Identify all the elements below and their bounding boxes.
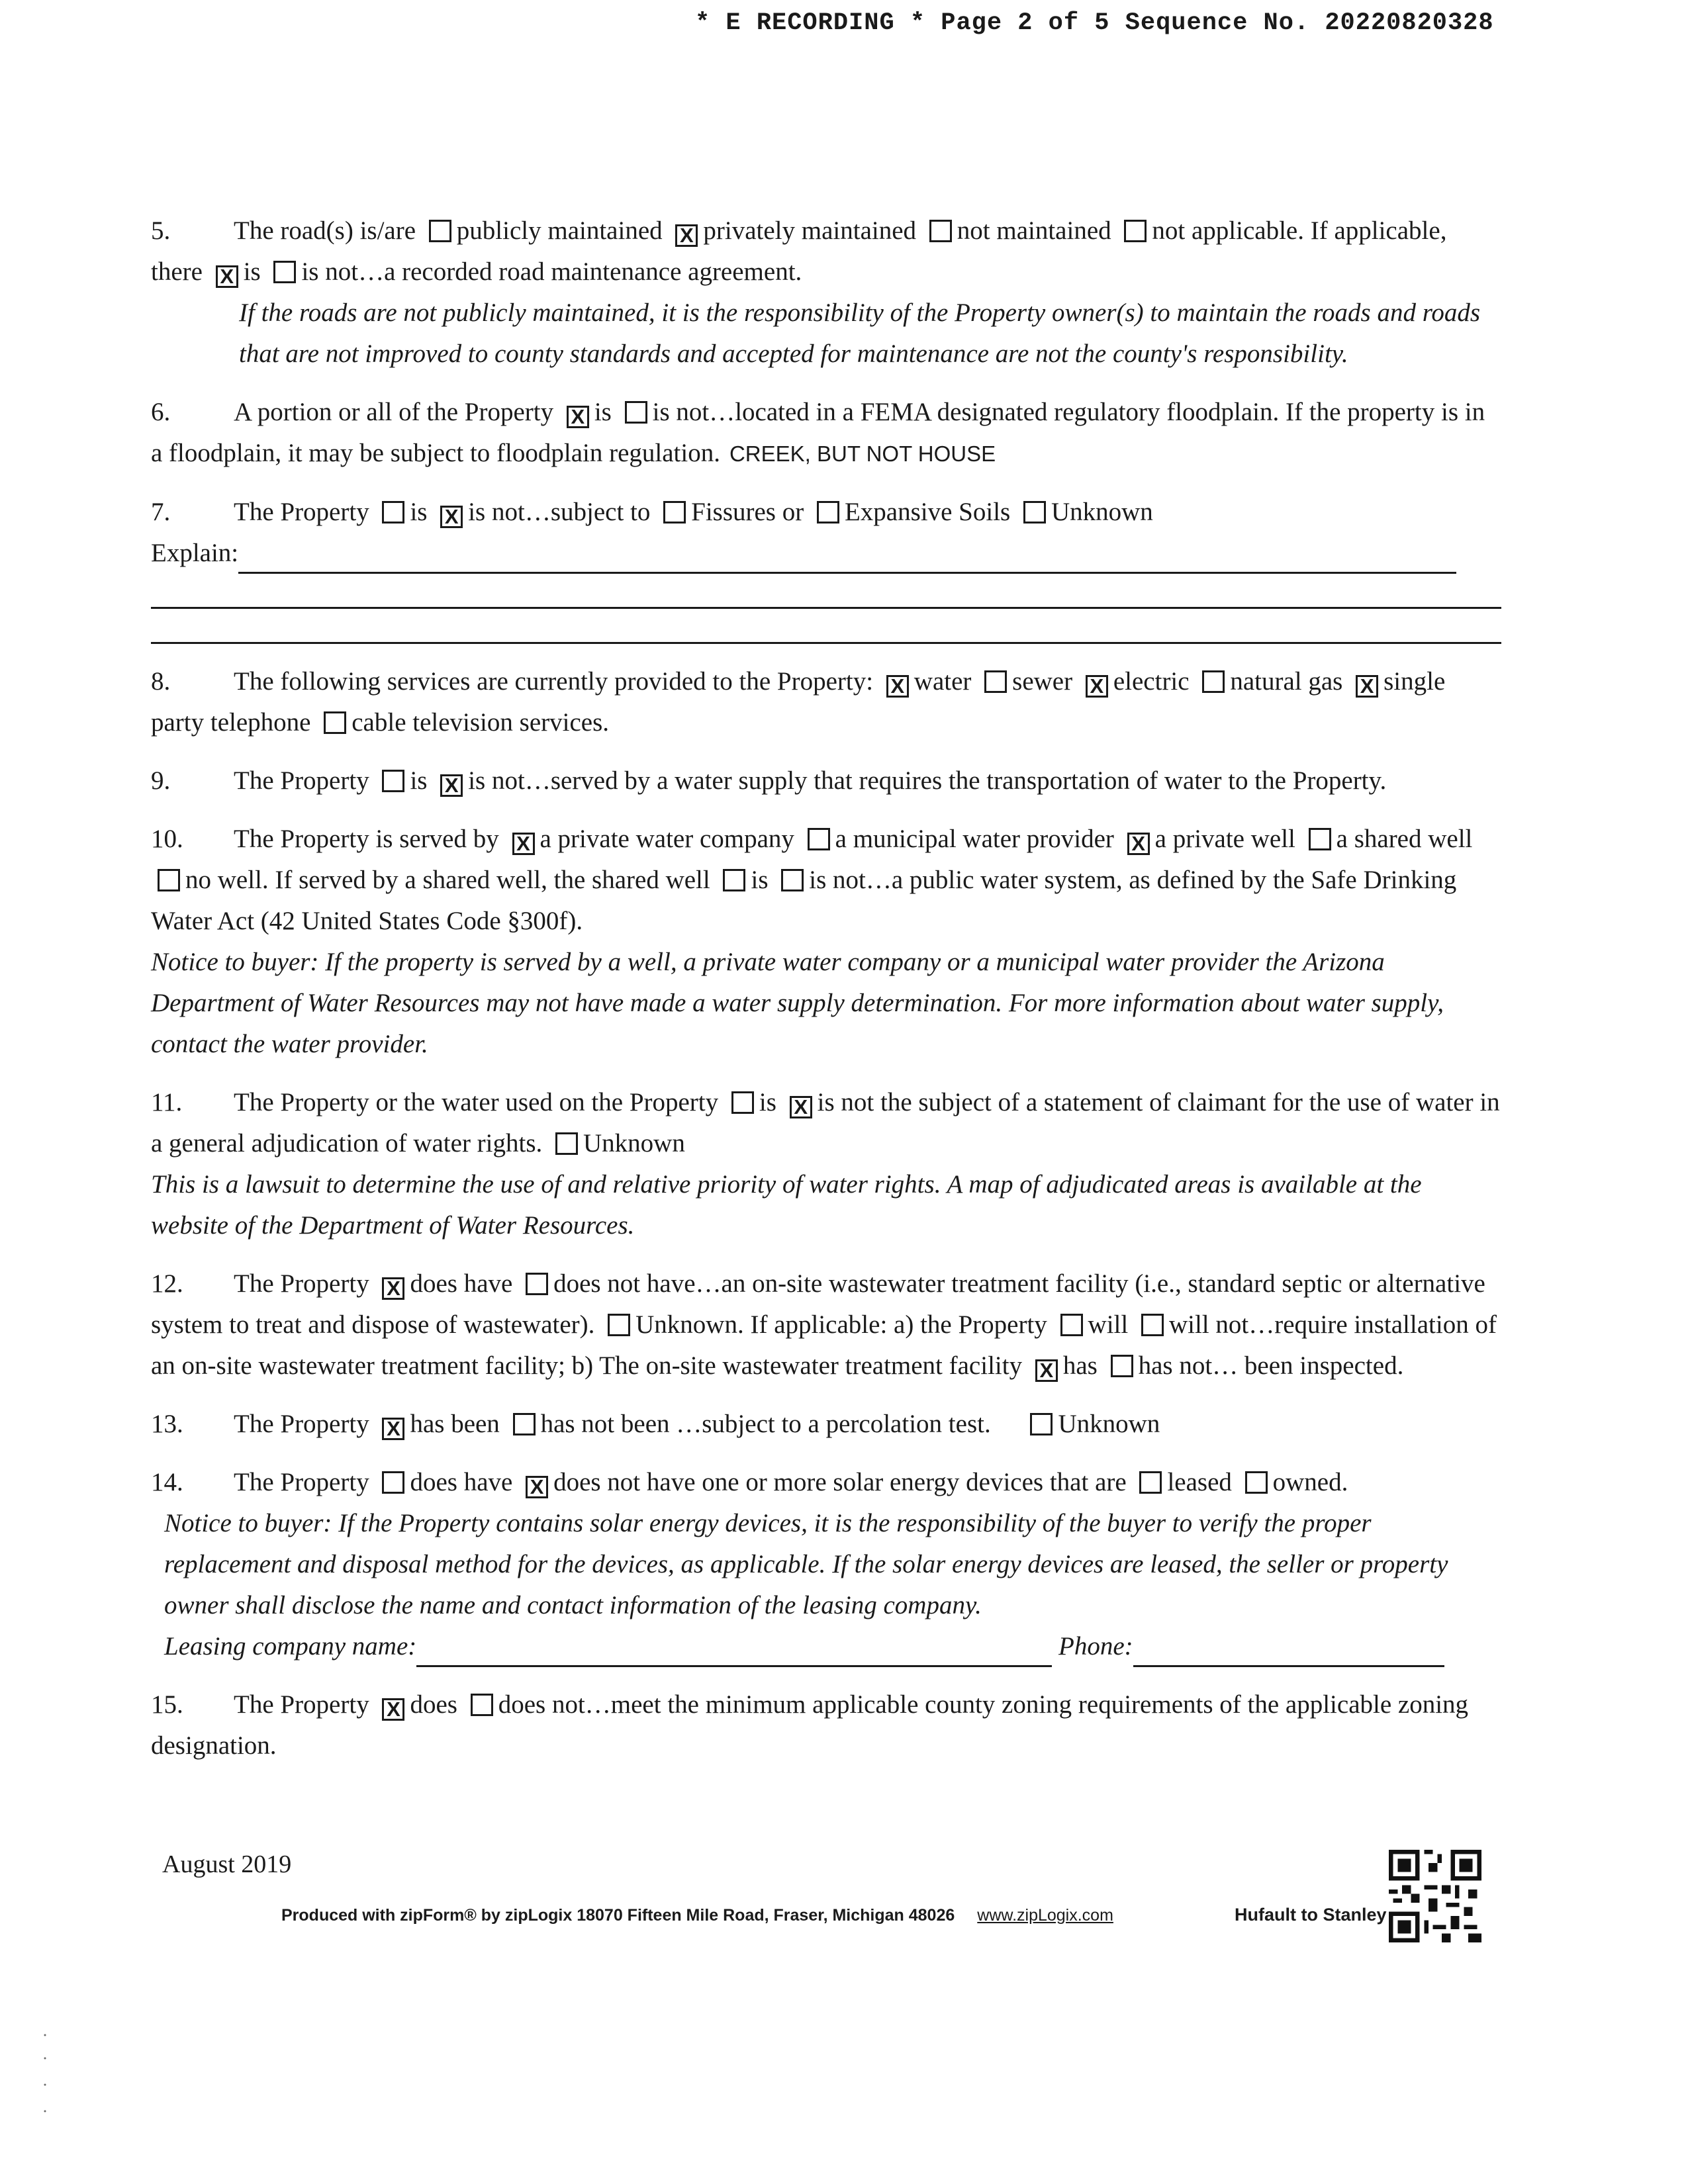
option-label: has been [410,1410,500,1438]
option-label: a private well [1154,825,1295,853]
item-14 [151,1462,1501,1667]
option-label: Unknown [1051,498,1153,526]
option-label: Unknown. If applicable: a) the Property [635,1310,1047,1339]
item-10 [151,819,1501,1065]
option-label: is not…located in a FEMA designated regulatory floodplain. [652,398,1280,426]
disclosure-body [151,210,1501,1784]
option-label: is [410,498,428,526]
explain-label: Explain: [151,539,239,567]
option-label: leased [1167,1468,1232,1496]
checkbox[interactable] [429,220,451,242]
option-label: does not…meet the minimum applicable county zoning requirements of the applicable zoning designation. [151,1690,1469,1760]
item-number: 7. [151,498,171,526]
checkbox[interactable] [324,711,346,734]
checkbox[interactable] [158,869,180,891]
explain-line[interactable] [151,574,1501,609]
item-13 [151,1404,1501,1445]
item-text: applicable. If applicable, there [151,216,1447,286]
item-note: If the roads are not publicly maintained, it is the responsibility of the Property owner(s) to maintain the roads and roads that are not improved to county standards and accepted for maintenance are not the county's responsibility. [239,298,1481,368]
option-label: does have [410,1269,513,1298]
scan-artifact-dots [44,2032,46,2151]
item-7 [151,492,1501,644]
checkbox[interactable] [382,1471,404,1494]
item-number: 8. [151,667,171,696]
item-12 [151,1263,1501,1387]
checkbox[interactable]: X [1356,675,1378,698]
option-label: is [410,766,428,795]
checkbox[interactable]: X [440,774,463,797]
item-text: The Property [234,1269,369,1298]
checkbox[interactable] [513,1413,536,1435]
option-label: natural [1230,667,1302,696]
option-label: does not have…an on-site wastewater treatment facility (i.e., standard septic or alternative system to treat and dispose of wastewater). [151,1269,1485,1339]
option-label: electric [1113,667,1190,696]
item-number: 12. [151,1269,183,1298]
option-label: a private water company [539,825,794,853]
item-text: The road(s) is/are [234,216,416,245]
leasing-label: Leasing company name: [164,1632,417,1661]
option-label: has [1062,1351,1098,1380]
item-number: 5. [151,216,171,245]
checkbox[interactable]: X [526,1476,548,1498]
form-date: August 2019 [162,1850,292,1878]
checkbox[interactable] [273,261,296,283]
checkbox[interactable] [1111,1355,1133,1377]
checkbox[interactable] [382,501,404,523]
checkbox[interactable] [1023,501,1046,523]
checkbox[interactable]: X [567,406,589,428]
option-label: not [1152,216,1186,245]
item-11 [151,1082,1501,1246]
option-label: a municipal water provider [835,825,1114,853]
item-text: A portion or all of the Property [234,398,554,426]
item-text: The Property [234,766,369,795]
checkbox[interactable] [608,1314,630,1336]
option-label: does not have one or more solar energy devices that are [553,1468,1127,1496]
item-text: The Property [234,498,369,526]
checkbox[interactable] [723,869,745,891]
checkbox[interactable] [1202,670,1225,693]
checkbox[interactable] [1030,1413,1053,1435]
option-label: a shared well [1336,825,1473,853]
checkbox[interactable]: X [512,833,535,855]
item-text: If the property is in a floodplain, it may be subject to floodplain regulation. [151,398,1485,467]
checkbox[interactable] [808,828,830,850]
checkbox[interactable] [1124,220,1147,242]
checkbox[interactable] [1245,1471,1268,1494]
item-number: 6. [151,398,171,426]
option-label: does [410,1690,457,1719]
handwritten-note: CREEK, BUT NOT HOUSE [729,441,996,466]
leasing-row [151,1626,1501,1667]
website-link[interactable]: www.zipLogix.com [977,1906,1113,1925]
option-label: cable television services. [352,708,609,737]
checkbox[interactable] [555,1132,578,1155]
checkbox[interactable] [526,1273,548,1295]
checkbox[interactable]: X [382,1418,404,1440]
item-8 [151,661,1501,743]
option-label: owned. [1272,1468,1348,1496]
checkbox[interactable]: X [382,1277,404,1300]
option-label: is [594,398,612,426]
item-number: 13. [151,1410,183,1438]
checkbox[interactable]: X [1035,1359,1058,1382]
checkbox[interactable] [929,220,952,242]
file-name: Hufault to Stanley [1235,1905,1387,1925]
produced-by [281,1906,1113,1925]
item-number: 15. [151,1690,183,1719]
option-label: is [759,1088,776,1116]
checkbox[interactable]: X [675,224,698,247]
option-label: Expansive Soils [844,498,1011,526]
checkbox[interactable] [471,1694,493,1716]
phone-input[interactable] [1133,1639,1444,1667]
explain-line[interactable] [151,609,1501,644]
explain-row [151,533,1501,574]
checkbox[interactable]: X [382,1698,404,1721]
item-text: The Property [234,1690,369,1719]
item-note: This is a lawsuit to determine the use of and relative priority of water rights. A map of adjudicated areas is available at the website of the Department of Water Resources. [151,1170,1422,1240]
checkbox[interactable]: X [1127,833,1150,855]
checkbox[interactable] [984,670,1007,693]
item-number: 11. [151,1088,183,1116]
checkbox[interactable] [781,869,804,891]
checkbox[interactable] [1141,1314,1164,1336]
checkbox[interactable]: X [790,1096,812,1118]
checkbox[interactable] [382,770,404,792]
checkbox[interactable] [663,501,686,523]
phone-label: Phone: [1058,1632,1133,1661]
option-label: is not the subject of a statement of claimant for the use of water in a general adjudication of water rights. [151,1088,1500,1158]
option-label: Unknown [1058,1410,1160,1438]
item-number: 10. [151,825,183,853]
option-label: is not…a public water system, as defined by the Safe Drinking Water Act (42 United States Code §300f). [151,866,1457,935]
checkbox[interactable] [1060,1314,1083,1336]
option-label: has not been …subject to a percolation test. [540,1410,991,1438]
item-number: 9. [151,766,171,795]
option-label: will [1088,1310,1129,1339]
recording-header: * E RECORDING * Page 2 of 5 Sequence No. 20220820328 [695,9,1494,37]
option-label: privately maintained [703,216,917,245]
option-label: water [914,667,972,696]
option-label: publicly maintained [456,216,663,245]
option-label: does have [410,1468,513,1496]
checkbox[interactable] [1139,1471,1162,1494]
option-label: will not…require installation of an on-site wastewater treatment facility; b) The on-site wastewater treatment facility [151,1310,1497,1380]
item-text: gas [1308,667,1343,696]
checkbox[interactable]: X [886,675,909,698]
item-text: The following services are currently provided to the Property: [234,667,874,696]
qr-code-icon [1389,1850,1481,1942]
option-label: is not…a recorded road maintenance agreement. [301,257,802,286]
checkbox[interactable] [625,401,647,424]
option-label: Unknown [583,1129,685,1158]
option-label: single party telephone [151,667,1446,737]
option-label: is not…served by a water supply that requires the transportation of water to the Property. [468,766,1387,795]
option-label: has not… been inspected. [1138,1351,1404,1380]
checkbox[interactable]: X [440,506,463,528]
leasing-company-input[interactable] [416,1639,1052,1667]
checkbox[interactable] [1309,828,1331,850]
option-label: sewer [1012,667,1073,696]
item-text: The Property [234,1468,369,1496]
item-9 [151,760,1501,801]
item-number: 14. [151,1468,183,1496]
option-label: Fissures or [691,498,804,526]
checkbox[interactable]: X [1086,675,1108,698]
item-note: Notice to buyer: If the Property contains solar energy devices, it is the responsibility of the buyer to verify the proper replacement and disposal method for the devices, as applicable. If the solar energy devices are leased, the seller or property owner shall disclose the name and contact information of the leasing company. [164,1509,1448,1619]
produced-text: Produced with zipForm® by zipLogix 18070 Fifteen Mile Road, Fraser, Michigan 48026 [281,1906,955,1925]
explain-input[interactable] [238,545,1456,574]
option-label: no well. If served by a shared well, the shared well [185,866,710,894]
checkbox[interactable] [817,501,839,523]
item-text: The Property [234,1410,369,1438]
checkbox[interactable] [731,1091,754,1114]
item-5 [151,210,1501,375]
item-note: Notice to buyer: If the property is served by a well, a private water company or a municipal water provider the Arizona Department of Water Resources may not have made a water supply determination. For more information about water supply, contact the water provider. [151,948,1444,1058]
option-label: not maintained [957,216,1111,245]
option-label: is [751,866,769,894]
item-text: The Property or the water used on the Property [234,1088,719,1116]
option-label: is not…subject to [468,498,651,526]
checkbox[interactable]: X [216,265,238,288]
item-text: The Property is served by [234,825,499,853]
item-6 [151,392,1501,475]
item-15 [151,1684,1501,1766]
option-label: is [243,257,261,286]
